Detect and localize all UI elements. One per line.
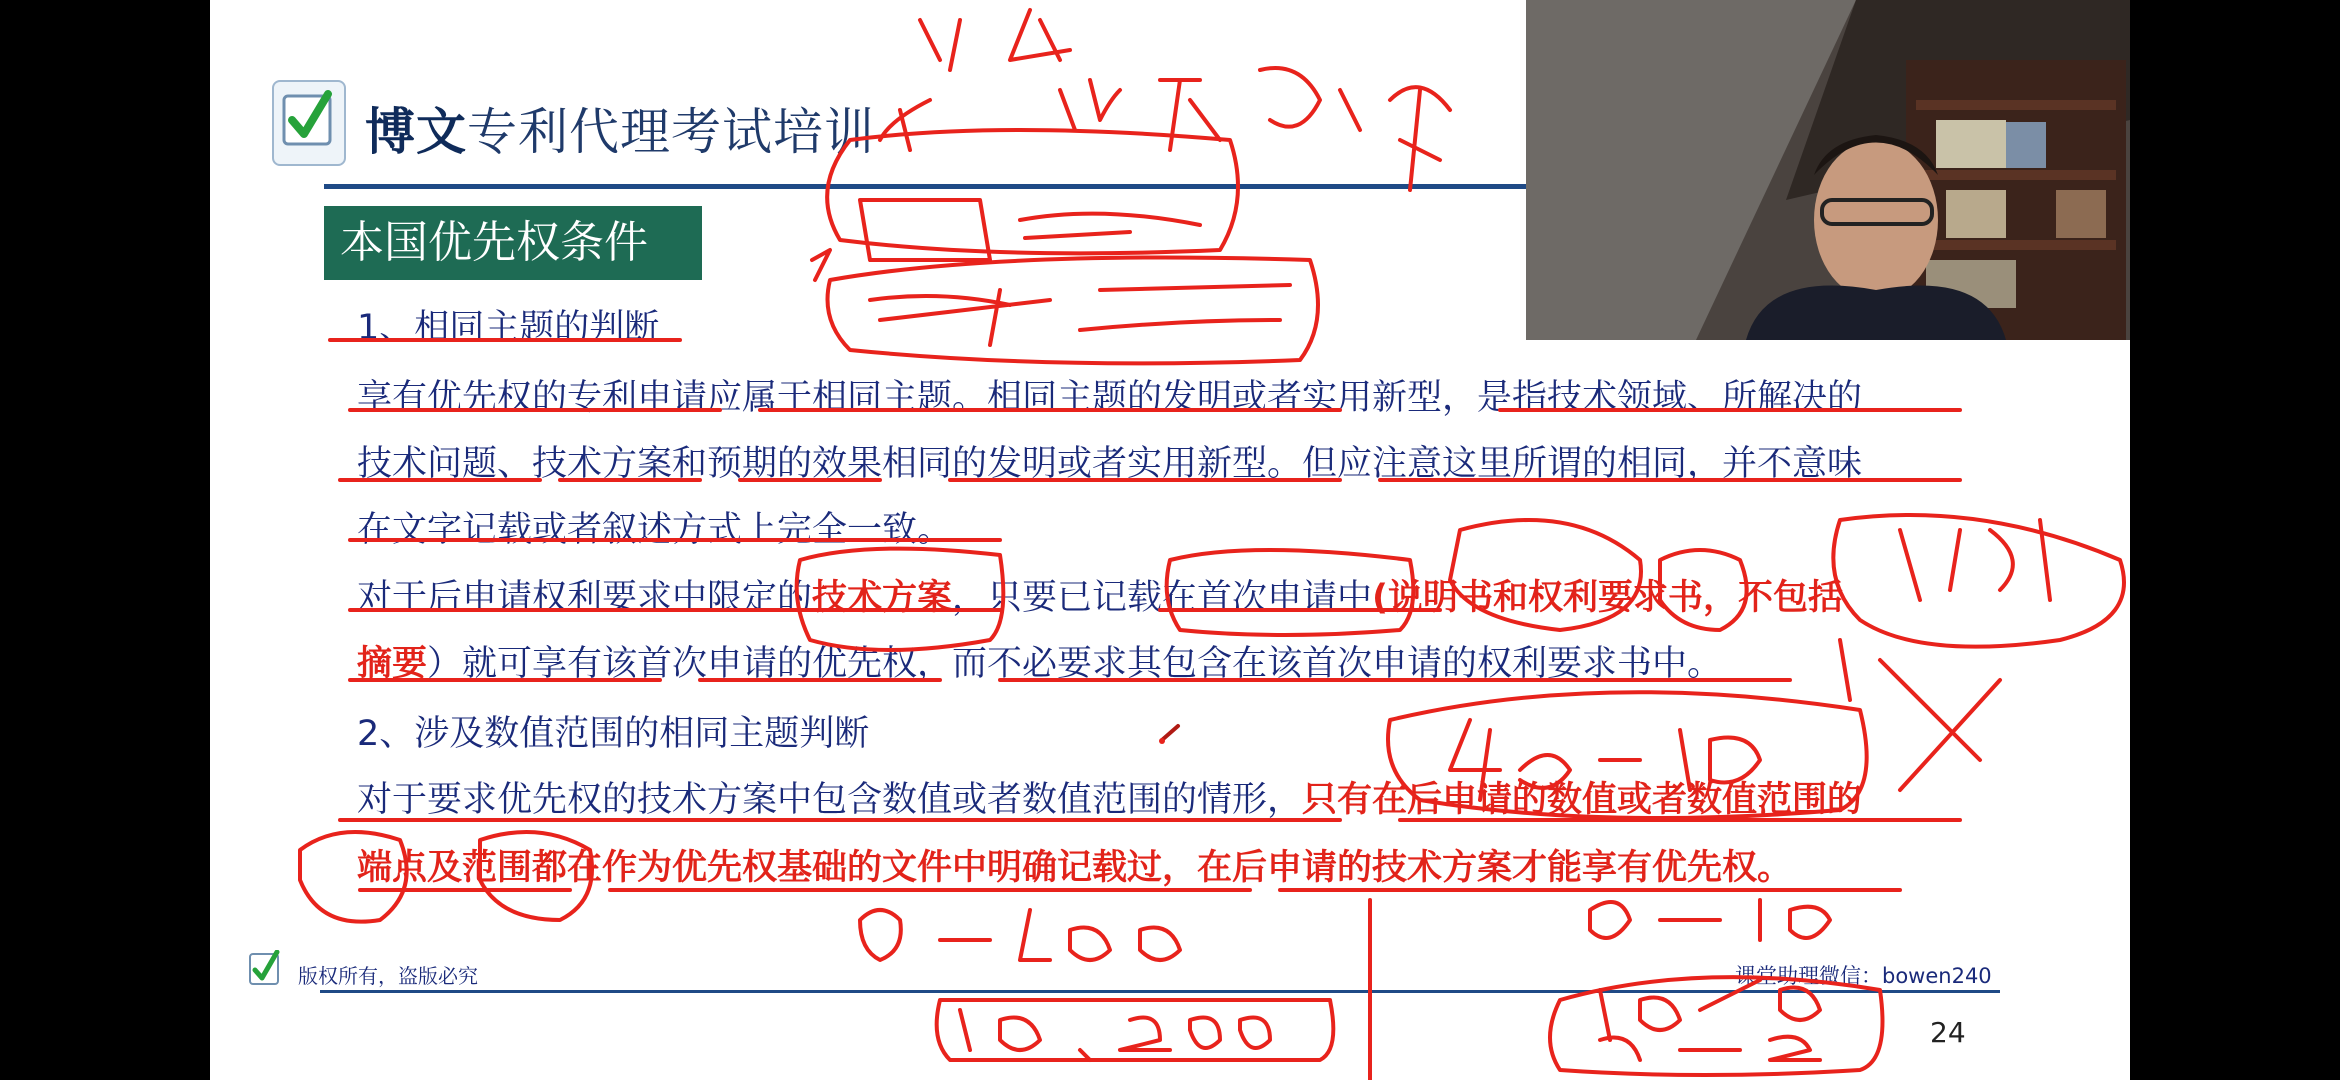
- p2-emphasis-scheme: 技术方案: [812, 578, 953, 618]
- paragraph-2-line-1: [357, 570, 1843, 620]
- p2-text-c: ，只要已记载在首次申请中: [952, 578, 1373, 618]
- p2-text-f: ）就可享有该首次申请的优先权，而不必要求其包含在该首次申请的权利要求书中。: [427, 644, 1723, 684]
- p3-text-a: 对于要求优先权的技术方案中包含数值或者数值范围的情形，: [357, 780, 1303, 820]
- p2-text-a: 对于后申请权利要求中限定的: [357, 578, 813, 618]
- paragraph-1-line-2: 技术问题、技术方案和预期的效果相同的发明或者实用新型。但应注意这里所谓的相同，并不意味: [357, 444, 1863, 484]
- webcam-overlay: [1526, 0, 2130, 340]
- footer-checkmark-icon: [248, 950, 280, 986]
- p2-emphasis-abstract: 摘要: [357, 644, 428, 684]
- p2-emphasis-spec: (说明书和权利要求书，不包括: [1372, 578, 1844, 618]
- section-title: 本国优先权条件: [324, 206, 702, 280]
- paragraph-3-line-2: 端点及范围都在作为优先权基础的文件中明确记载过，在后申请的技术方案才能享有优先权。: [357, 848, 1793, 888]
- brand-rest: 专利代理考试培训: [467, 103, 875, 161]
- webcam-video: [1526, 0, 2130, 340]
- logo: [272, 80, 346, 166]
- paragraph-3-line-1: [357, 772, 1862, 822]
- checkmark-icon: [280, 88, 334, 148]
- footer-divider: [320, 990, 2000, 993]
- paragraph-1-line-1: 享有优先权的专利申请应属于相同主题。相同主题的发明或者实用新型，是指技术领域、所解决的: [357, 378, 1863, 418]
- page-number: 24: [1930, 1016, 1966, 1049]
- paragraph-1-line-3: 在文字记载或者叙述方式上完全一致。: [357, 510, 953, 550]
- assistant-wechat: 课堂助理微信：bowen240: [1735, 964, 1992, 988]
- brand-title: [365, 92, 875, 164]
- heading-1: 1、相同主题的判断: [357, 308, 660, 348]
- copyright-text: 版权所有，盗版必究: [298, 964, 478, 988]
- paragraph-2-line-2: [357, 636, 1722, 686]
- p3-emphasis-a: 只有在后申请的数值或者数值范围的: [1302, 780, 1863, 820]
- brand-bold: 博文: [365, 103, 467, 161]
- heading-2: 2、涉及数值范围的相同主题判断: [357, 714, 870, 754]
